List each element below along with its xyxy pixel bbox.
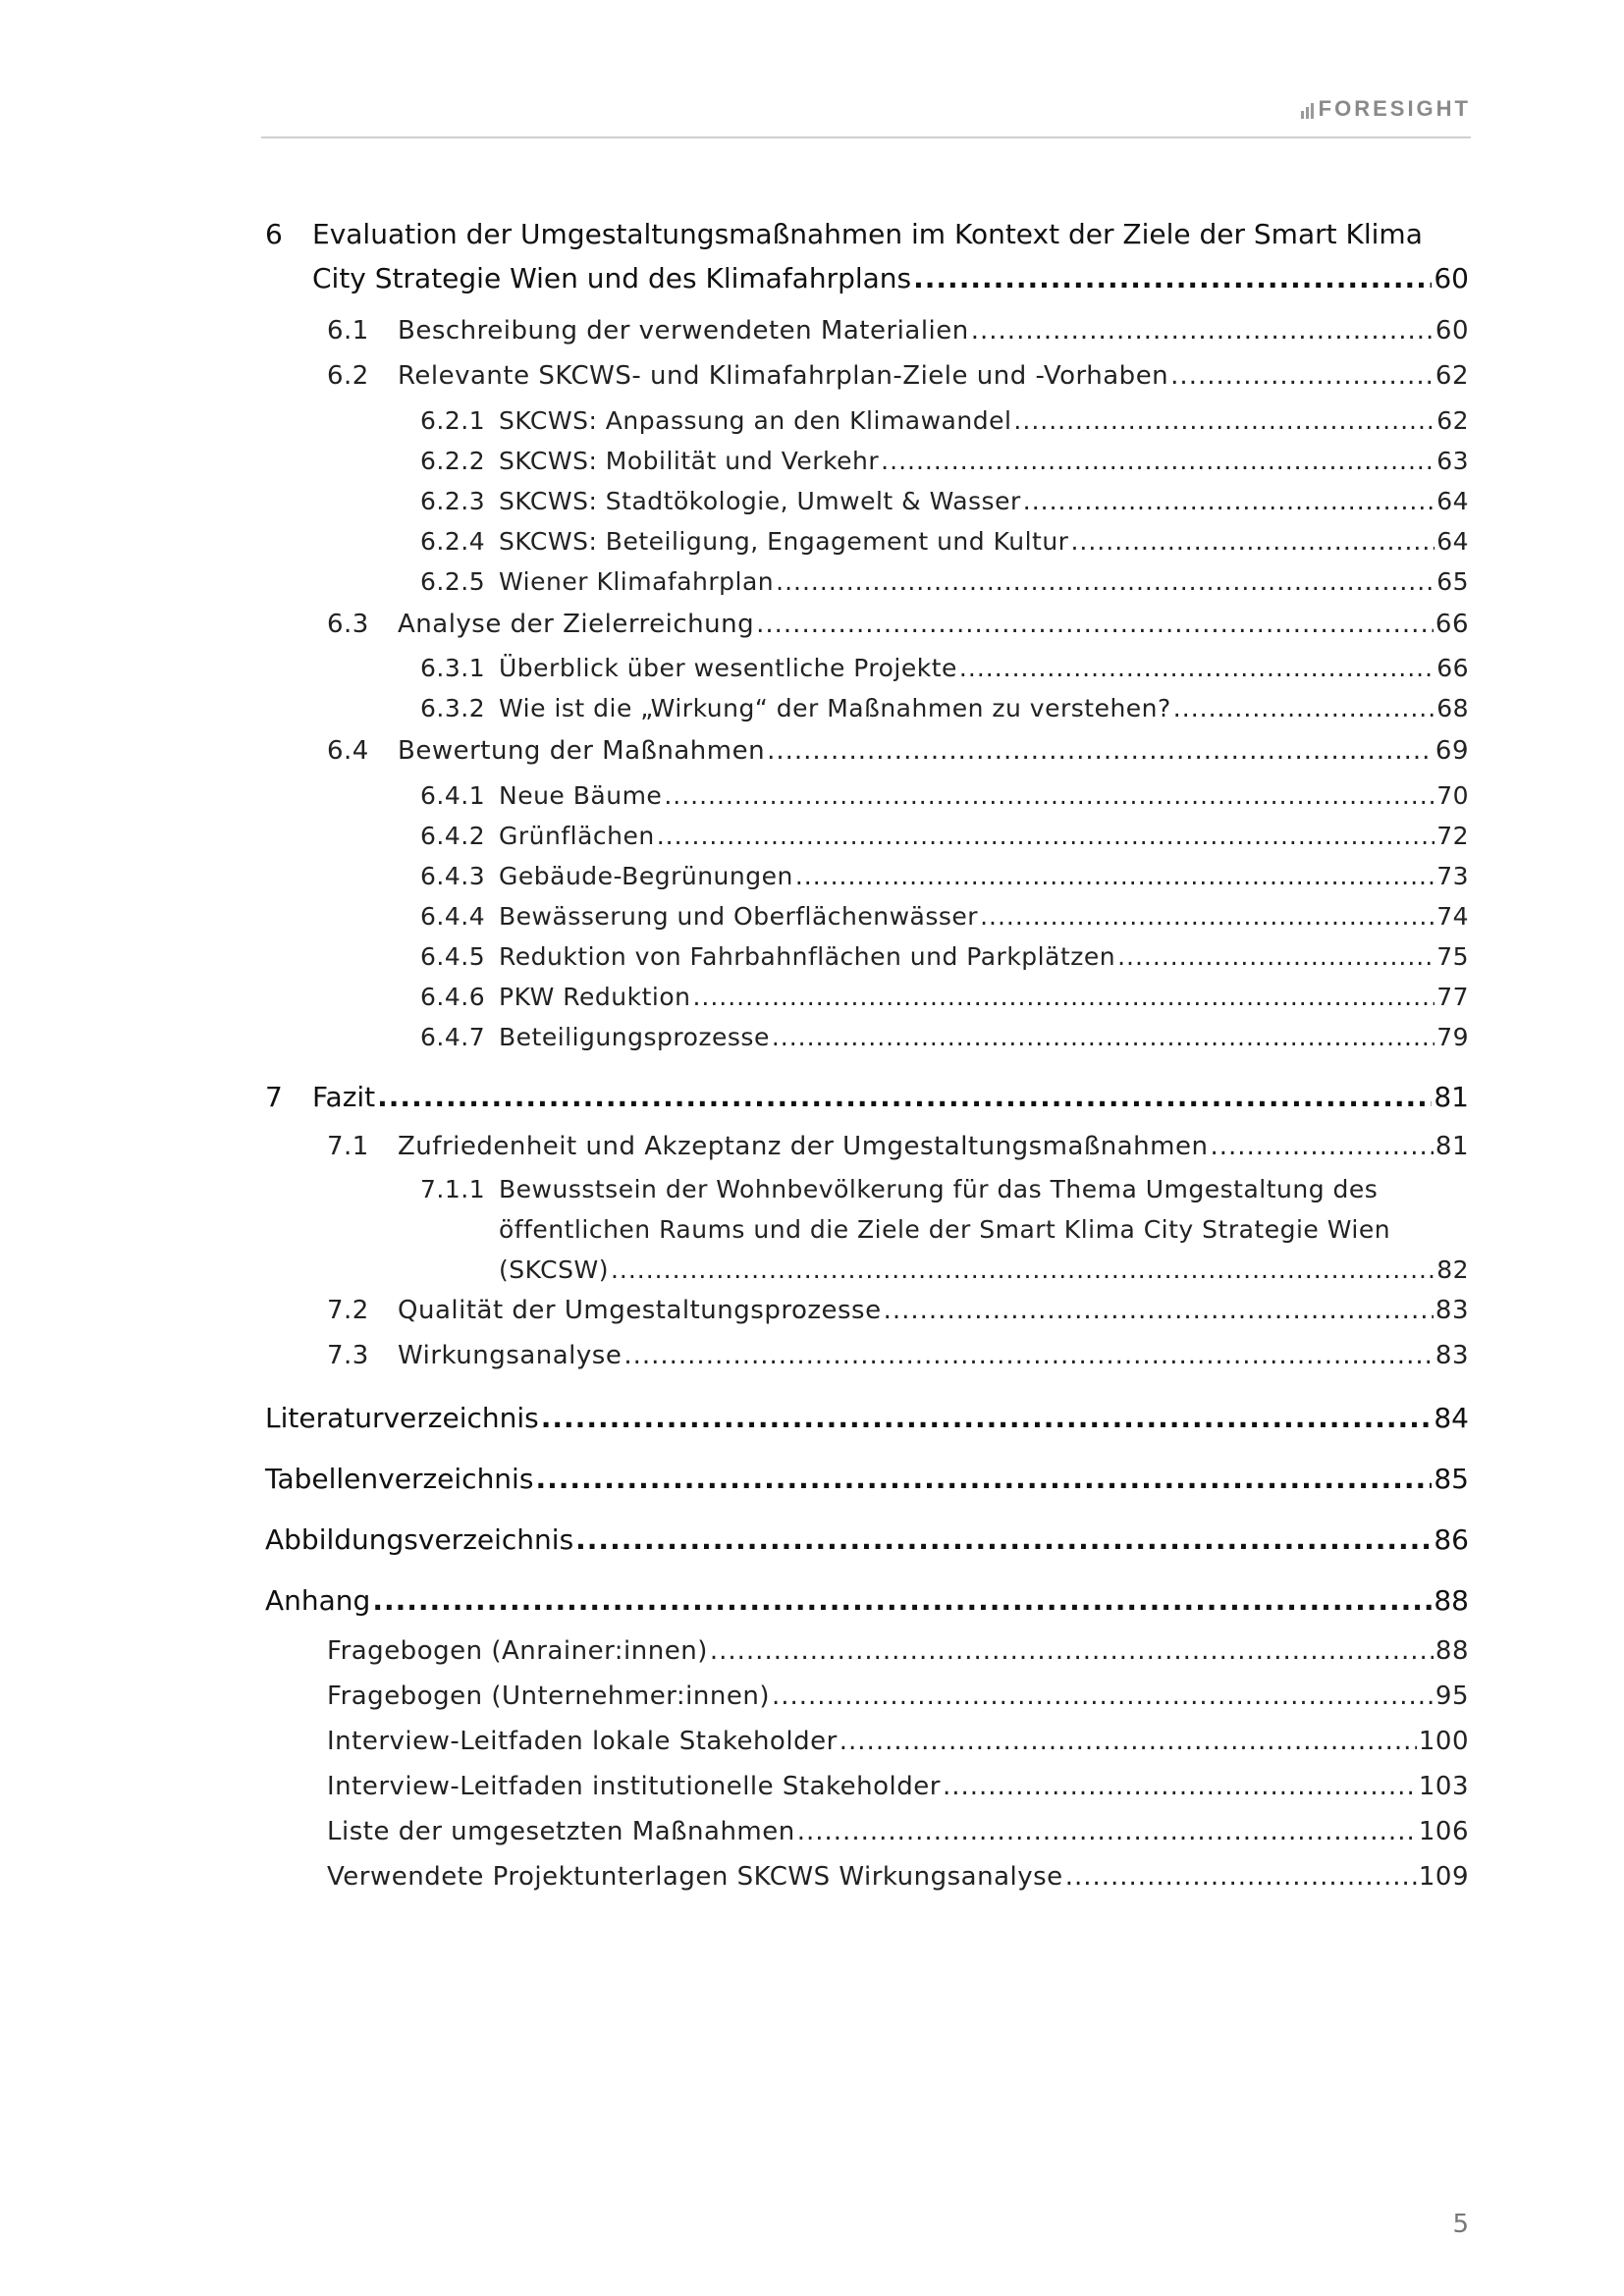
toc-entry-ch6-title-line2: City Strategie Wien und des Klimafahrplans [312,262,912,294]
toc-entry-anhang-6[interactable] [327,1862,1469,1892]
page-ref: 77 [1436,983,1469,1011]
section-title: PKW Reduktion [499,983,691,1011]
foresight-logo [1301,96,1471,122]
dot-leader [575,1523,1432,1556]
page-ref: 83 [1435,1296,1469,1325]
dot-leader [959,654,1435,682]
toc-entry-ch7[interactable] [265,1081,1469,1113]
section-title: Liste der umgesetzten Maßnahmen [327,1817,795,1846]
dot-leader [795,862,1435,890]
toc-entry-6-4-5[interactable] [420,942,1469,971]
dot-leader [1023,487,1435,515]
chapter-title: Literaturverzeichnis [265,1402,539,1434]
section-title: Analyse der Zielerreichung [398,610,755,639]
dot-leader [839,1727,1417,1756]
chapter-title: Abbildungsverzeichnis [265,1523,574,1556]
section-number: 6.2.1 [420,406,486,435]
page-ref: 66 [1435,610,1469,639]
toc-entry-anhang-3[interactable] [327,1727,1469,1756]
toc-entry-ch6-title-line1: Evaluation der Umgestaltungsmaßnahmen im Kontext der Ziele der Smart Klima [312,218,1423,250]
section-title: Wie ist die „Wirkung“ der Maßnahmen zu verstehen? [499,694,1171,722]
logo-bars-icon [1301,103,1316,119]
toc-entry-anhang-1[interactable] [327,1636,1469,1666]
toc-entry-7-2[interactable] [327,1296,1469,1325]
section-number: 6.4.6 [420,983,486,1011]
section-number: 6.2.5 [420,567,486,596]
page-ref: 103 [1418,1772,1469,1801]
toc-entry-6-2-1[interactable] [420,406,1469,435]
dot-leader [377,1081,1432,1113]
chapter-number: 7 [265,1081,283,1113]
section-title: Interview-Leitfaden institutionelle Stakeholder [327,1772,941,1801]
page-number: 5 [1452,2210,1469,2239]
dot-leader [797,1817,1417,1846]
toc-entry-7-1[interactable] [327,1132,1469,1161]
dot-leader [881,447,1435,475]
page-ref: 62 [1435,361,1469,391]
page-ref: 66 [1436,654,1469,682]
section-title: Interview-Leitfaden lokale Stakeholder [327,1727,838,1756]
dot-leader [772,1023,1435,1051]
toc-entry-6-4-2[interactable] [420,822,1469,850]
page-ref: 86 [1434,1523,1469,1556]
page-ref: 81 [1435,1132,1469,1161]
toc-entry-7-1-1-num: 7.1.1 [420,1175,486,1203]
dot-leader [971,316,1434,346]
toc-entry-6-3[interactable] [327,610,1469,639]
toc-entry-6-4-7[interactable] [420,1023,1469,1051]
page-ref: 70 [1436,781,1469,810]
dot-leader [692,983,1435,1011]
section-number: 7.1 [327,1132,369,1161]
dot-leader [611,1255,1435,1284]
toc-entry-anhang-4[interactable] [327,1772,1469,1801]
dot-leader [1070,527,1435,556]
section-number: 6.2 [327,361,369,391]
dot-leader [756,610,1434,639]
section-number: 6.4.2 [420,822,486,850]
toc-entry-7-1-1-line2: öffentlichen Raums und die Ziele der Smart Klima City Strategie Wien [499,1215,1391,1244]
page-ref: 74 [1436,902,1469,931]
section-title: Beschreibung der verwendeten Materialien [398,316,969,346]
section-number: 6.4.3 [420,862,486,890]
section-title: Bewässerung und Oberflächenwässer [499,902,979,931]
dot-leader [1117,942,1435,971]
section-title: Fragebogen (Anrainer:innen) [327,1636,708,1666]
toc-entry-tabellenverzeichnis[interactable] [265,1463,1469,1495]
section-title: SKCWS: Mobilität und Verkehr [499,447,880,475]
section-number: 6.3.2 [420,694,486,722]
section-title: SKCWS: Anpassung an den Klimawandel [499,406,1012,435]
section-title: Relevante SKCWS- und Klimafahrplan-Ziele und -Vorhaben [398,361,1169,391]
page-ref: 73 [1436,862,1469,890]
toc-entry-6-1[interactable] [327,316,1469,346]
page-ref: 62 [1436,406,1469,435]
section-title: Fragebogen (Unternehmer:innen) [327,1682,770,1711]
section-title: Gebäude-Begrünungen [499,862,793,890]
section-number: 7.2 [327,1296,369,1325]
section-number: 6.4.5 [420,942,486,971]
toc-entry-6-2[interactable] [327,361,1469,391]
toc-entry-6-4-3[interactable] [420,862,1469,890]
section-number: 6.3 [327,610,369,639]
header-divider [261,136,1471,138]
section-number: 7.3 [327,1341,369,1370]
toc-entry-abbildungsverzeichnis[interactable] [265,1523,1469,1556]
dot-leader [1173,694,1435,722]
page-ref: 69 [1435,736,1469,766]
section-number: 6.3.1 [420,654,486,682]
section-title: Qualität der Umgestaltungsprozesse [398,1296,882,1325]
toc-entry-anhang-5[interactable] [327,1817,1469,1846]
toc-entry-6-4-1[interactable] [420,781,1469,810]
toc-entry-6-2-4[interactable] [420,527,1469,556]
toc-entry-6-4[interactable] [327,736,1469,766]
section-number: 6.4.7 [420,1023,486,1051]
dot-leader [372,1584,1432,1617]
page-ref: 72 [1436,822,1469,850]
dot-leader [623,1341,1434,1370]
page-ref: 88 [1435,1636,1469,1666]
section-title: Neue Bäume [499,781,663,810]
page-ref: 65 [1436,567,1469,596]
dot-leader [884,1296,1434,1325]
page-ref: 68 [1436,694,1469,722]
toc-entry-anhang[interactable] [265,1584,1469,1617]
section-title: Reduktion von Fahrbahnflächen und Parkplätzen [499,942,1116,971]
page-ref: 81 [1434,1081,1469,1113]
toc-entry-6-4-6[interactable] [420,983,1469,1011]
page-ref: 64 [1436,527,1469,556]
dot-leader [772,1682,1434,1711]
dot-leader [664,781,1435,810]
dot-leader [1013,406,1435,435]
dot-leader [767,736,1434,766]
dot-leader [541,1402,1433,1434]
dot-leader [913,262,1432,294]
section-number: 6.1 [327,316,369,346]
section-title: Wirkungsanalyse [398,1341,623,1370]
page-ref: 60 [1435,316,1469,346]
toc-entry-6-3-1[interactable] [420,654,1469,682]
dot-leader [980,902,1435,931]
chapter-title: Fazit [312,1081,376,1113]
toc-entry-7-3[interactable] [327,1341,1469,1370]
page-ref: 95 [1435,1682,1469,1711]
dot-leader [1170,361,1434,391]
section-title-line3: (SKCSW) [499,1255,609,1284]
page-ref: 109 [1418,1862,1469,1892]
page-ref: 79 [1436,1023,1469,1051]
logo-text: FORESIGHT [1318,96,1471,121]
section-title: SKCWS: Beteiligung, Engagement und Kultur [499,527,1069,556]
page-ref: 100 [1418,1727,1469,1756]
toc-entry-6-2-5[interactable] [420,567,1469,596]
chapter-title: Anhang [265,1584,371,1617]
section-number: 6.4.1 [420,781,486,810]
page-ref: 75 [1436,942,1469,971]
page-ref: 85 [1434,1463,1469,1495]
section-title: Wiener Klimafahrplan [499,567,775,596]
section-title: Bewertung der Maßnahmen [398,736,766,766]
section-number: 6.2.3 [420,487,486,515]
dot-leader [710,1636,1434,1666]
page-ref: 83 [1435,1341,1469,1370]
section-title: Zufriedenheit und Akzeptanz der Umgestaltungsmaßnahmen [398,1132,1209,1161]
page-ref: 64 [1436,487,1469,515]
toc-entry-ch6[interactable] [312,262,1469,294]
toc-entry-anhang-2[interactable] [327,1682,1469,1711]
section-title: SKCWS: Stadtökologie, Umwelt & Wasser [499,487,1021,515]
page-ref: 60 [1434,262,1469,294]
section-number: 6.2.4 [420,527,486,556]
section-title: Überblick über wesentliche Projekte [499,654,957,682]
page-ref: 88 [1434,1584,1469,1617]
toc-entry-6-2-2[interactable] [420,447,1469,475]
toc-entry-6-3-2[interactable] [420,694,1469,722]
page-ref: 82 [1436,1255,1469,1284]
section-number: 6.2.2 [420,447,486,475]
toc-entry-ch6-num: 6 [265,218,283,250]
section-number: 6.4 [327,736,369,766]
page-ref: 63 [1436,447,1469,475]
dot-leader [535,1463,1432,1495]
section-title: Beteiligungsprozesse [499,1023,770,1051]
dot-leader [1210,1132,1433,1161]
dot-leader [1065,1862,1417,1892]
toc-entry-7-1-1-line1: Bewusstsein der Wohnbevölkerung für das Thema Umgestaltung des [499,1175,1379,1203]
section-title: Grünflächen [499,822,655,850]
toc-entry-6-2-3[interactable] [420,487,1469,515]
chapter-title: Tabellenverzeichnis [265,1463,534,1495]
dot-leader [657,822,1435,850]
page-ref: 84 [1434,1402,1469,1434]
page-ref: 106 [1418,1817,1469,1846]
toc-entry-6-4-4[interactable] [420,902,1469,931]
dot-leader [776,567,1435,596]
toc-entry-7-1-1[interactable] [499,1255,1469,1284]
section-title: Verwendete Projektunterlagen SKCWS Wirkungsanalyse [327,1862,1063,1892]
toc-entry-literaturverzeichnis[interactable] [265,1402,1469,1434]
dot-leader [943,1772,1417,1801]
section-number: 6.4.4 [420,902,486,931]
